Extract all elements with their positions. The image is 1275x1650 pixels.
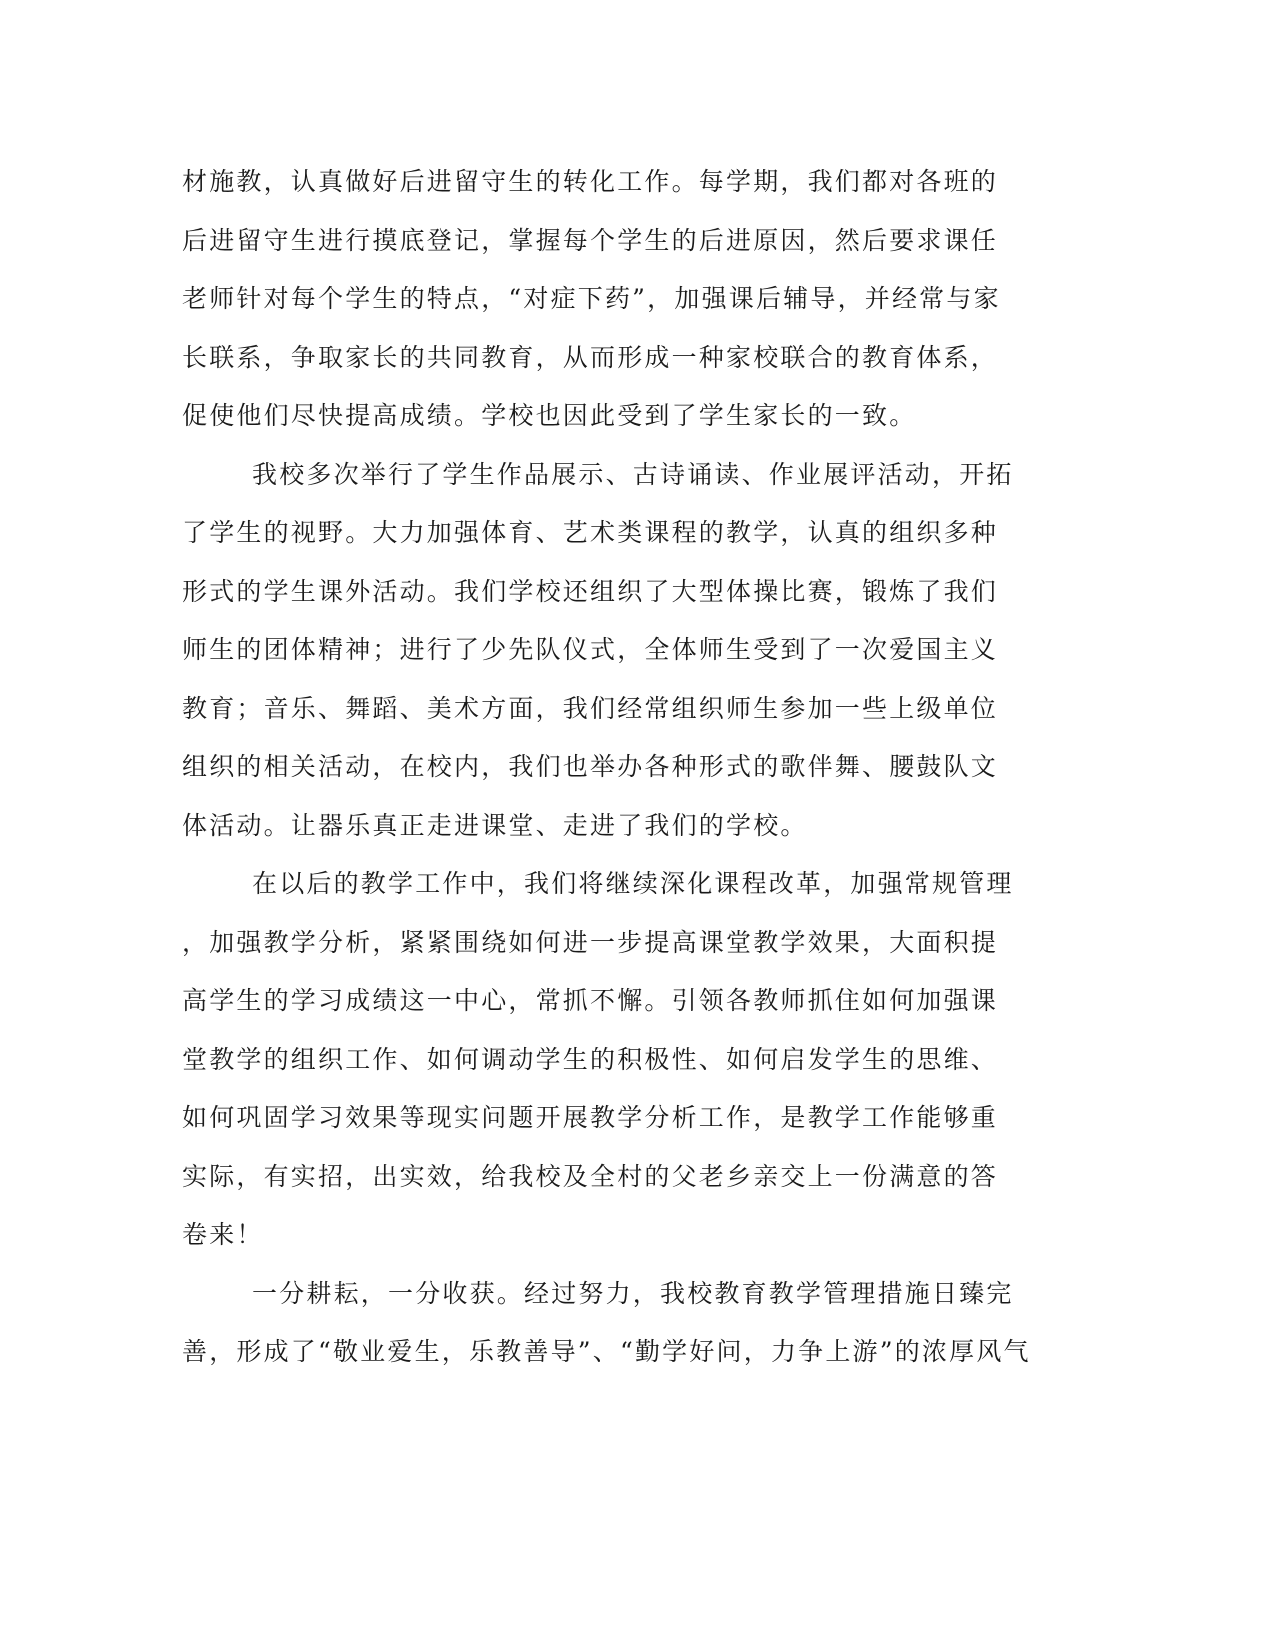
text-line: 促使他们尽快提高成绩。学校也因此受到了学生家长的一致。 xyxy=(182,401,917,430)
text-line: 高学生的学习成绩这一中心，常抓不懈。引领各教师抓住如何加强课 xyxy=(182,986,999,1015)
paragraph-first-line: 一分耕耘，一分收获。经过努力，我校教育教学管理措施日臻完 xyxy=(252,1279,1014,1308)
text-line: 后进留守生进行摸底登记，掌握每个学生的后进原因，然后要求课任 xyxy=(182,226,999,255)
text-line: 形式的学生课外活动。我们学校还组织了大型体操比赛，锻炼了我们 xyxy=(182,577,999,606)
text-line: 老师针对每个学生的特点，“对症下药”，加强课后辅导，并经常与家 xyxy=(182,284,1001,313)
text-line: 实际，有实招，出实效，给我校及全村的父老乡亲交上一份满意的答 xyxy=(182,1162,999,1191)
text-line: 材施教，认真做好后进留守生的转化工作。每学期，我们都对各班的 xyxy=(182,167,999,196)
text-line: 了学生的视野。大力加强体育、艺术类课程的教学，认真的组织多种 xyxy=(182,518,999,547)
text-line: 体活动。让器乐真正走进课堂、走进了我们的学校。 xyxy=(182,811,808,840)
paragraph-first-line: 我校多次举行了学生作品展示、古诗诵读、作业展评活动，开拓 xyxy=(252,460,1014,489)
text-line: 堂教学的组织工作、如何调动学生的积极性、如何启发学生的思维、 xyxy=(182,1045,999,1074)
text-line: 教育；音乐、舞蹈、美术方面，我们经常组织师生参加一些上级单位 xyxy=(182,694,999,723)
text-line: 组织的相关活动，在校内，我们也举办各种形式的歌伴舞、腰鼓队文 xyxy=(182,752,999,781)
text-line: 善，形成了“敬业爱生，乐教善导”、“勤学好问，力争上游”的浓厚风气 xyxy=(182,1337,1031,1366)
text-line: 如何巩固学习效果等现实问题开展教学分析工作，是教学工作能够重 xyxy=(182,1103,999,1132)
text-line: 卷来！ xyxy=(182,1220,264,1249)
paragraph-first-line: 在以后的教学工作中，我们将继续深化课程改革，加强常规管理 xyxy=(252,869,1014,898)
text-line: 师生的团体精神；进行了少先队仪式，全体师生受到了一次爱国主义 xyxy=(182,635,999,664)
text-line: ，加强教学分析，紧紧围绕如何进一步提高课堂教学效果，大面积提 xyxy=(182,928,999,957)
text-line: 长联系，争取家长的共同教育，从而形成一种家校联合的教育体系， xyxy=(182,343,999,372)
